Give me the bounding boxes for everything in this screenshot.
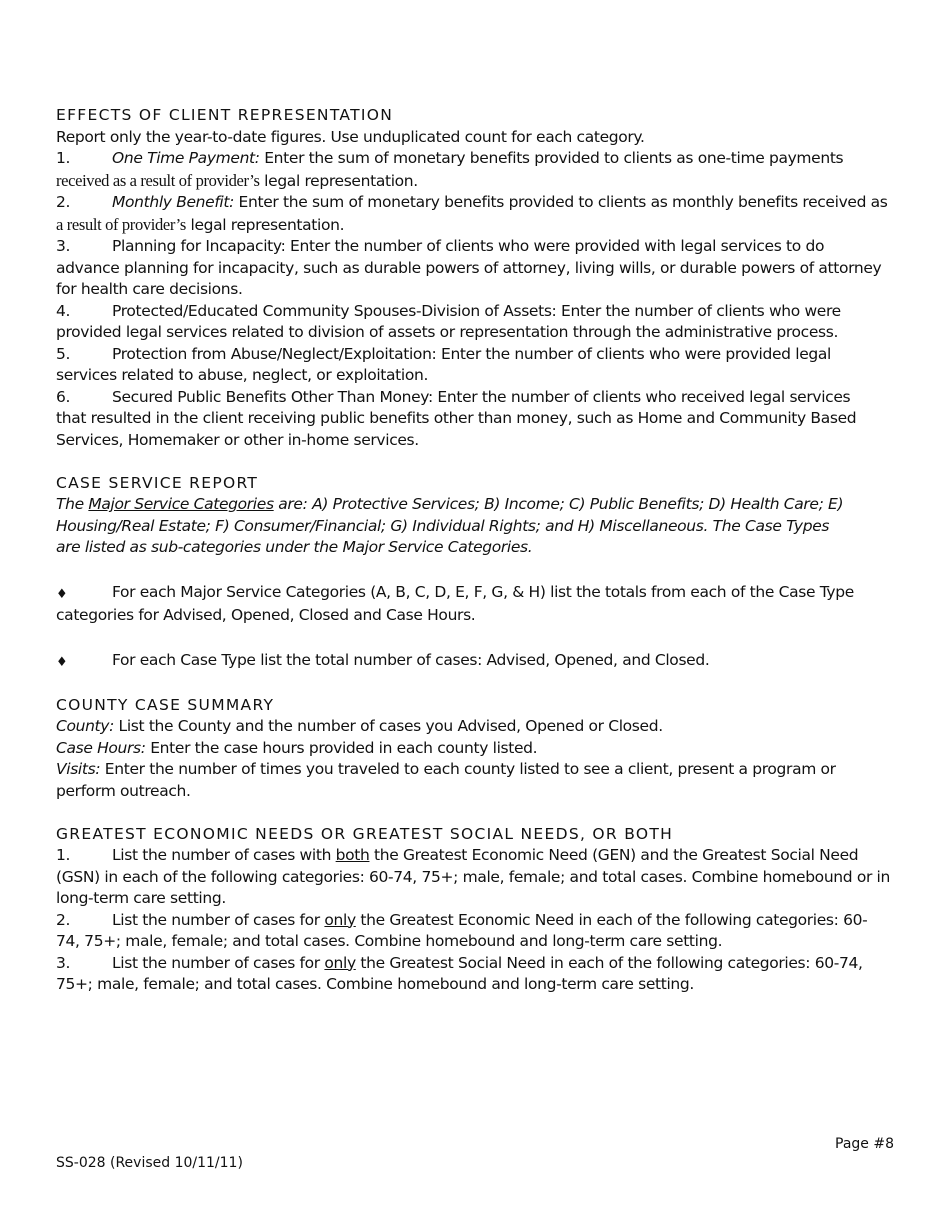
section-heading-effects: EFFECTS OF CLIENT REPRESENTATION	[56, 106, 394, 124]
needs-item-3-line2: 75+; male, female; and total cases. Combine homebound and long-term care setting.	[56, 975, 694, 993]
item-text: the Greatest Economic Need (GEN) and the Greatest Social Need	[369, 846, 859, 864]
item-text: List the number of cases for	[112, 910, 325, 929]
form-revision-label: SS-028 (Revised 10/11/11)	[56, 1155, 243, 1171]
effects-item-3-line2: advance planning for incapacity, such as durable powers of attorney, living wills, or durable powers of attorney	[56, 258, 882, 277]
needs-item-1-line2: (GSN) in each of the following categories: 60-74, 75+; male, female; and total cases. Combine homebound or in	[56, 867, 890, 886]
bullet-item-1-line2: categories for Advised, Opened, Closed and Case Hours.	[56, 606, 476, 624]
item-text: List the number of cases with	[112, 846, 336, 864]
bullet-text: For each Case Type list the total number of cases: Advised, Opened, and Closed.	[112, 650, 710, 669]
effects-item-3-line3: for health care decisions.	[56, 280, 243, 298]
case-service-intro-line3: are listed as sub-categories under the Major Service Categories.	[56, 538, 533, 556]
item-text: the Greatest Social Need in each of the following categories: 60-74,	[355, 953, 863, 972]
item-text: Enter the number of clients who were	[556, 301, 841, 320]
term-label: Visits:	[56, 760, 101, 778]
item-number: 2.	[56, 193, 71, 211]
item-text: Enter the sum of monetary benefits provided to clients as monthly benefits received as	[233, 193, 888, 211]
effects-item-2-line2	[56, 214, 896, 237]
diamond-bullet-icon: ♦	[56, 654, 68, 670]
item-text: Enter the number of clients who were provided with legal services to do	[285, 237, 825, 255]
item-text: Enter the sum of monetary benefits provided to clients as one-time payments	[259, 149, 844, 167]
needs-item-2	[56, 910, 896, 932]
section-heading-needs: GREATEST ECONOMIC NEEDS OR GREATEST SOCIAL NEEDS, OR BOTH	[56, 824, 674, 843]
item-number: 1.	[56, 846, 71, 864]
effects-item-4	[56, 301, 896, 323]
effects-intro: Report only the year-to-date figures. Use unduplicated count for each category.	[56, 127, 645, 146]
item-number: 3.	[56, 953, 71, 972]
page-number: Page #8	[835, 1136, 894, 1152]
term-text: Enter the case hours provided in each county listed.	[145, 738, 538, 757]
item-number: 5.	[56, 344, 71, 363]
intro-text: The	[56, 495, 89, 513]
effects-item-6	[56, 387, 896, 409]
item-number: 1.	[56, 149, 71, 167]
item-title: Planning for Incapacity:	[112, 237, 286, 255]
needs-item-1-line3: long-term care setting.	[56, 889, 226, 907]
effects-item-4-line2: provided legal services related to division of assets or representation through the administrative process.	[56, 323, 839, 341]
effects-item-1-line2	[56, 170, 896, 193]
effects-item-6-line3: Services, Homemaker or other in-home services.	[56, 430, 419, 449]
effects-item-1	[56, 148, 896, 170]
section-heading-case-service: CASE SERVICE REPORT	[56, 473, 259, 492]
item-text-serif: a result of provider’s	[56, 214, 186, 234]
effects-item-3	[56, 236, 896, 258]
case-hours-definition	[56, 738, 896, 760]
item-number: 6.	[56, 387, 71, 406]
item-title: Protected/Educated Community Spouses-Division of Assets:	[112, 301, 557, 320]
item-text: legal representation.	[259, 171, 418, 190]
emphasis-only: only	[324, 910, 356, 929]
term-text: Enter the number of times you traveled to each county listed to see a client, present a program or	[100, 760, 836, 778]
effects-item-2	[56, 192, 896, 214]
item-number: 3.	[56, 237, 71, 255]
term-label: Case Hours:	[56, 738, 146, 757]
emphasis-both: both	[335, 846, 370, 864]
item-text: Enter the number of clients who were provided legal	[436, 344, 831, 363]
item-text-serif: received as a result of provider’s	[56, 170, 260, 190]
emphasis-only: only	[324, 953, 356, 972]
document-body	[56, 105, 896, 996]
visits-definition-line2: perform outreach.	[56, 781, 191, 800]
item-title: Protection from Abuse/Neglect/Exploitation:	[112, 344, 437, 363]
intro-text: are: A) Protective Services; B) Income; C) Public Benefits; D) Health Care; E)	[273, 495, 844, 513]
needs-item-3	[56, 953, 896, 975]
bullet-item-2	[56, 650, 896, 674]
bullet-item-1	[56, 582, 896, 606]
item-title: Monthly Benefit:	[112, 193, 234, 211]
major-service-categories-term: Major Service Categories	[88, 495, 274, 513]
section-heading-county: COUNTY CASE SUMMARY	[56, 695, 275, 714]
diamond-bullet-icon: ♦	[56, 586, 68, 602]
effects-item-6-line2: that resulted in the client receiving public benefits other than money, such as Home and Community Based	[56, 409, 857, 427]
item-number: 2.	[56, 910, 71, 929]
needs-item-2-line2: 74, 75+; male, female; and total cases. Combine homebound and long-term care setting.	[56, 932, 723, 950]
effects-item-5-line2: services related to abuse, neglect, or exploitation.	[56, 366, 429, 384]
effects-item-5	[56, 344, 896, 366]
case-service-intro-line2: Housing/Real Estate; F) Consumer/Financial; G) Individual Rights; and H) Miscellaneous. The Case Types	[56, 516, 830, 535]
item-number: 4.	[56, 301, 71, 320]
case-service-intro	[56, 494, 896, 516]
bullet-text: For each Major Service Categories (A, B, C, D, E, F, G, & H) list the totals from each of the Case Type	[112, 582, 854, 601]
term-text: List the County and the number of cases you Advised, Opened or Closed.	[113, 717, 663, 735]
visits-definition	[56, 759, 896, 781]
item-text: Enter the number of clients who received legal services	[432, 387, 851, 406]
item-title: Secured Public Benefits Other Than Money:	[112, 387, 433, 406]
term-label: County:	[56, 717, 114, 735]
item-text: the Greatest Economic Need in each of the following categories: 60-	[355, 910, 868, 929]
needs-item-1	[56, 845, 896, 867]
item-text: legal representation.	[185, 215, 345, 234]
item-text: List the number of cases for	[112, 953, 325, 972]
item-title: One Time Payment:	[112, 149, 260, 167]
county-definition	[56, 716, 896, 738]
